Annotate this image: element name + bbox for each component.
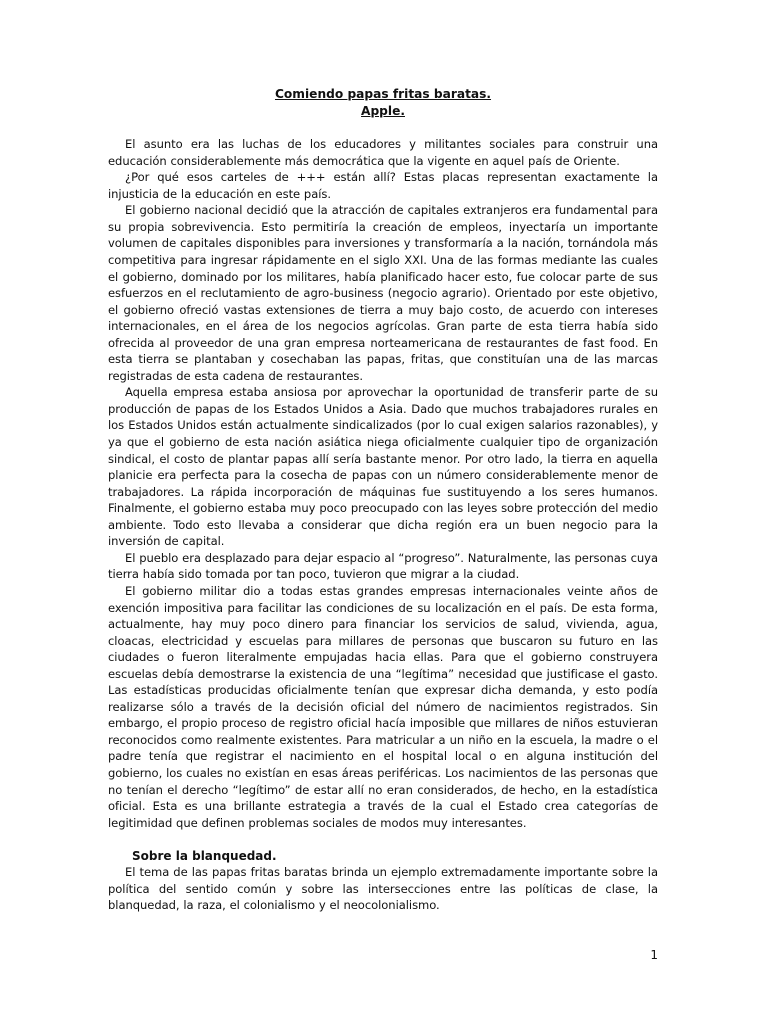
page-number: 1 (650, 948, 658, 962)
paragraph-5: El pueblo era desplazado para dejar espacio al “progreso”. Naturalmente, las personas cuya tierra había sido tomada por tan poco, tuvieron que migrar a la ciudad. (108, 550, 658, 582)
paragraph-3: El gobierno nacional decidió que la atracción de capitales extranjeros era fundamental para su propia sobrevivencia. Esto permitiría la creación de empleos, inyectaría un importante volumen de capitales disponibles para inversiones y transformaría a la nación, tornándola más competitiva para ingresar rápidamente en el siglo XXI. Una de las formas mediante las cuales el gobierno, dominado por los militares, había planificado hacer esto, fue colocar parte de sus esfuerzos en el reclutamiento de agro-business (negocio agrario). Orientado por este objetivo, el gobierno ofreció vastas extensiones de tierra a muy bajo costo, de acuerdo con intereses internacionales, en el área de los negocios agrícolas. Gran parte de esta tierra había sido ofrecida al proveedor de una gran empresa norteamericana de restaurantes de fast food. En esta tierra se plantaban y cosechaban las papas, fritas, que constituían una de las marcas registradas de esta cadena de restaurantes. (108, 203, 658, 383)
paragraph-1: El asunto era las luchas de los educadores y militantes sociales para construir una educación considerablemente más democrática que la vigente en aquel país de Oriente. (108, 137, 658, 168)
document-body (108, 86, 658, 914)
document-subtitle: Apple. (361, 103, 405, 118)
paragraph-4: Aquella empresa estaba ansiosa por aprovechar la oportunidad de transferir parte de su producción de papas de los Estados Unidos a Asia. Dado que muchos trabajadores rurales en los Estados Unidos están actualmente sindicalizados (por lo cual exigen salarios razonables), y ya que el gobierno de esta nación asiática niega oficialmente cualquier tipo de organización sindical, el costo de plantar papas allí sería bastante menor. Por otro lado, la tierra en aquella planicie era perfecta para la cosecha de papas con un número considerablemente menor de trabajadores. La rápida incorporación de máquinas fue sustituyendo a los seres humanos. Finalmente, el gobierno estaba muy poco preocupado con las leyes sobre protección del medio ambiente. Todo esto llevaba a considerar que dicha región era un buen negocio para la inversión de capital. (108, 385, 658, 549)
document-title: Comiendo papas fritas baratas. (274, 87, 492, 101)
section-paragraph: El tema de las papas fritas baratas brinda un ejemplo extremadamente importante sobre la política del sentido común y sobre las intersecciones entre las políticas de clase, la blanquedad, la raza, el colonialismo y el neocolonialismo. (108, 865, 658, 913)
section-heading: Sobre la blanquedad. (132, 848, 277, 863)
paragraph-2: ¿Por qué esos carteles de +++ están allí? Estas placas representan exactamente la injusticia de la educación en este país. (108, 170, 658, 201)
document-title-block (108, 86, 658, 119)
paragraph-6: El gobierno militar dio a todas estas grandes empresas internacionales veinte años de exención impositiva para facilitar las condiciones de su localización en el país. De esta forma, actualmente, hay muy poco dinero para financiar los servicios de salud, vivienda, agua, cloacas, electricidad y escuelas para millares de personas que buscaron su futuro en las ciudades o fueron literalmente empujadas hacia ellas. Para que el gobierno construyera escuelas debía demostrarse la existencia de una “legítima” necesidad que justificase el gasto. Las estadísticas producidas oficialmente tenían que expresar dicha demanda, y esto podía realizarse sólo a través de la decisión oficial del número de nacimientos registrados. Sin embargo, el propio proceso de registro oficial hacía imposible que millares de niños estuvieran reconocidos como realmente existentes. Para matricular a un niño en la escuela, la madre o el padre tenía que registrar el nacimiento en el hospital local o en alguna institución del gobierno, los cuales no existían en esas áreas periféricas. Los nacimientos de las personas que no tenían el derecho “legítimo” de estar allí no eran considerados, de hecho, en la estadística oficial. Esta es una brillante estrategia a través de la cual el Estado crea categorías de legitimidad que definen problemas sociales de modos muy interesantes. (108, 583, 658, 830)
